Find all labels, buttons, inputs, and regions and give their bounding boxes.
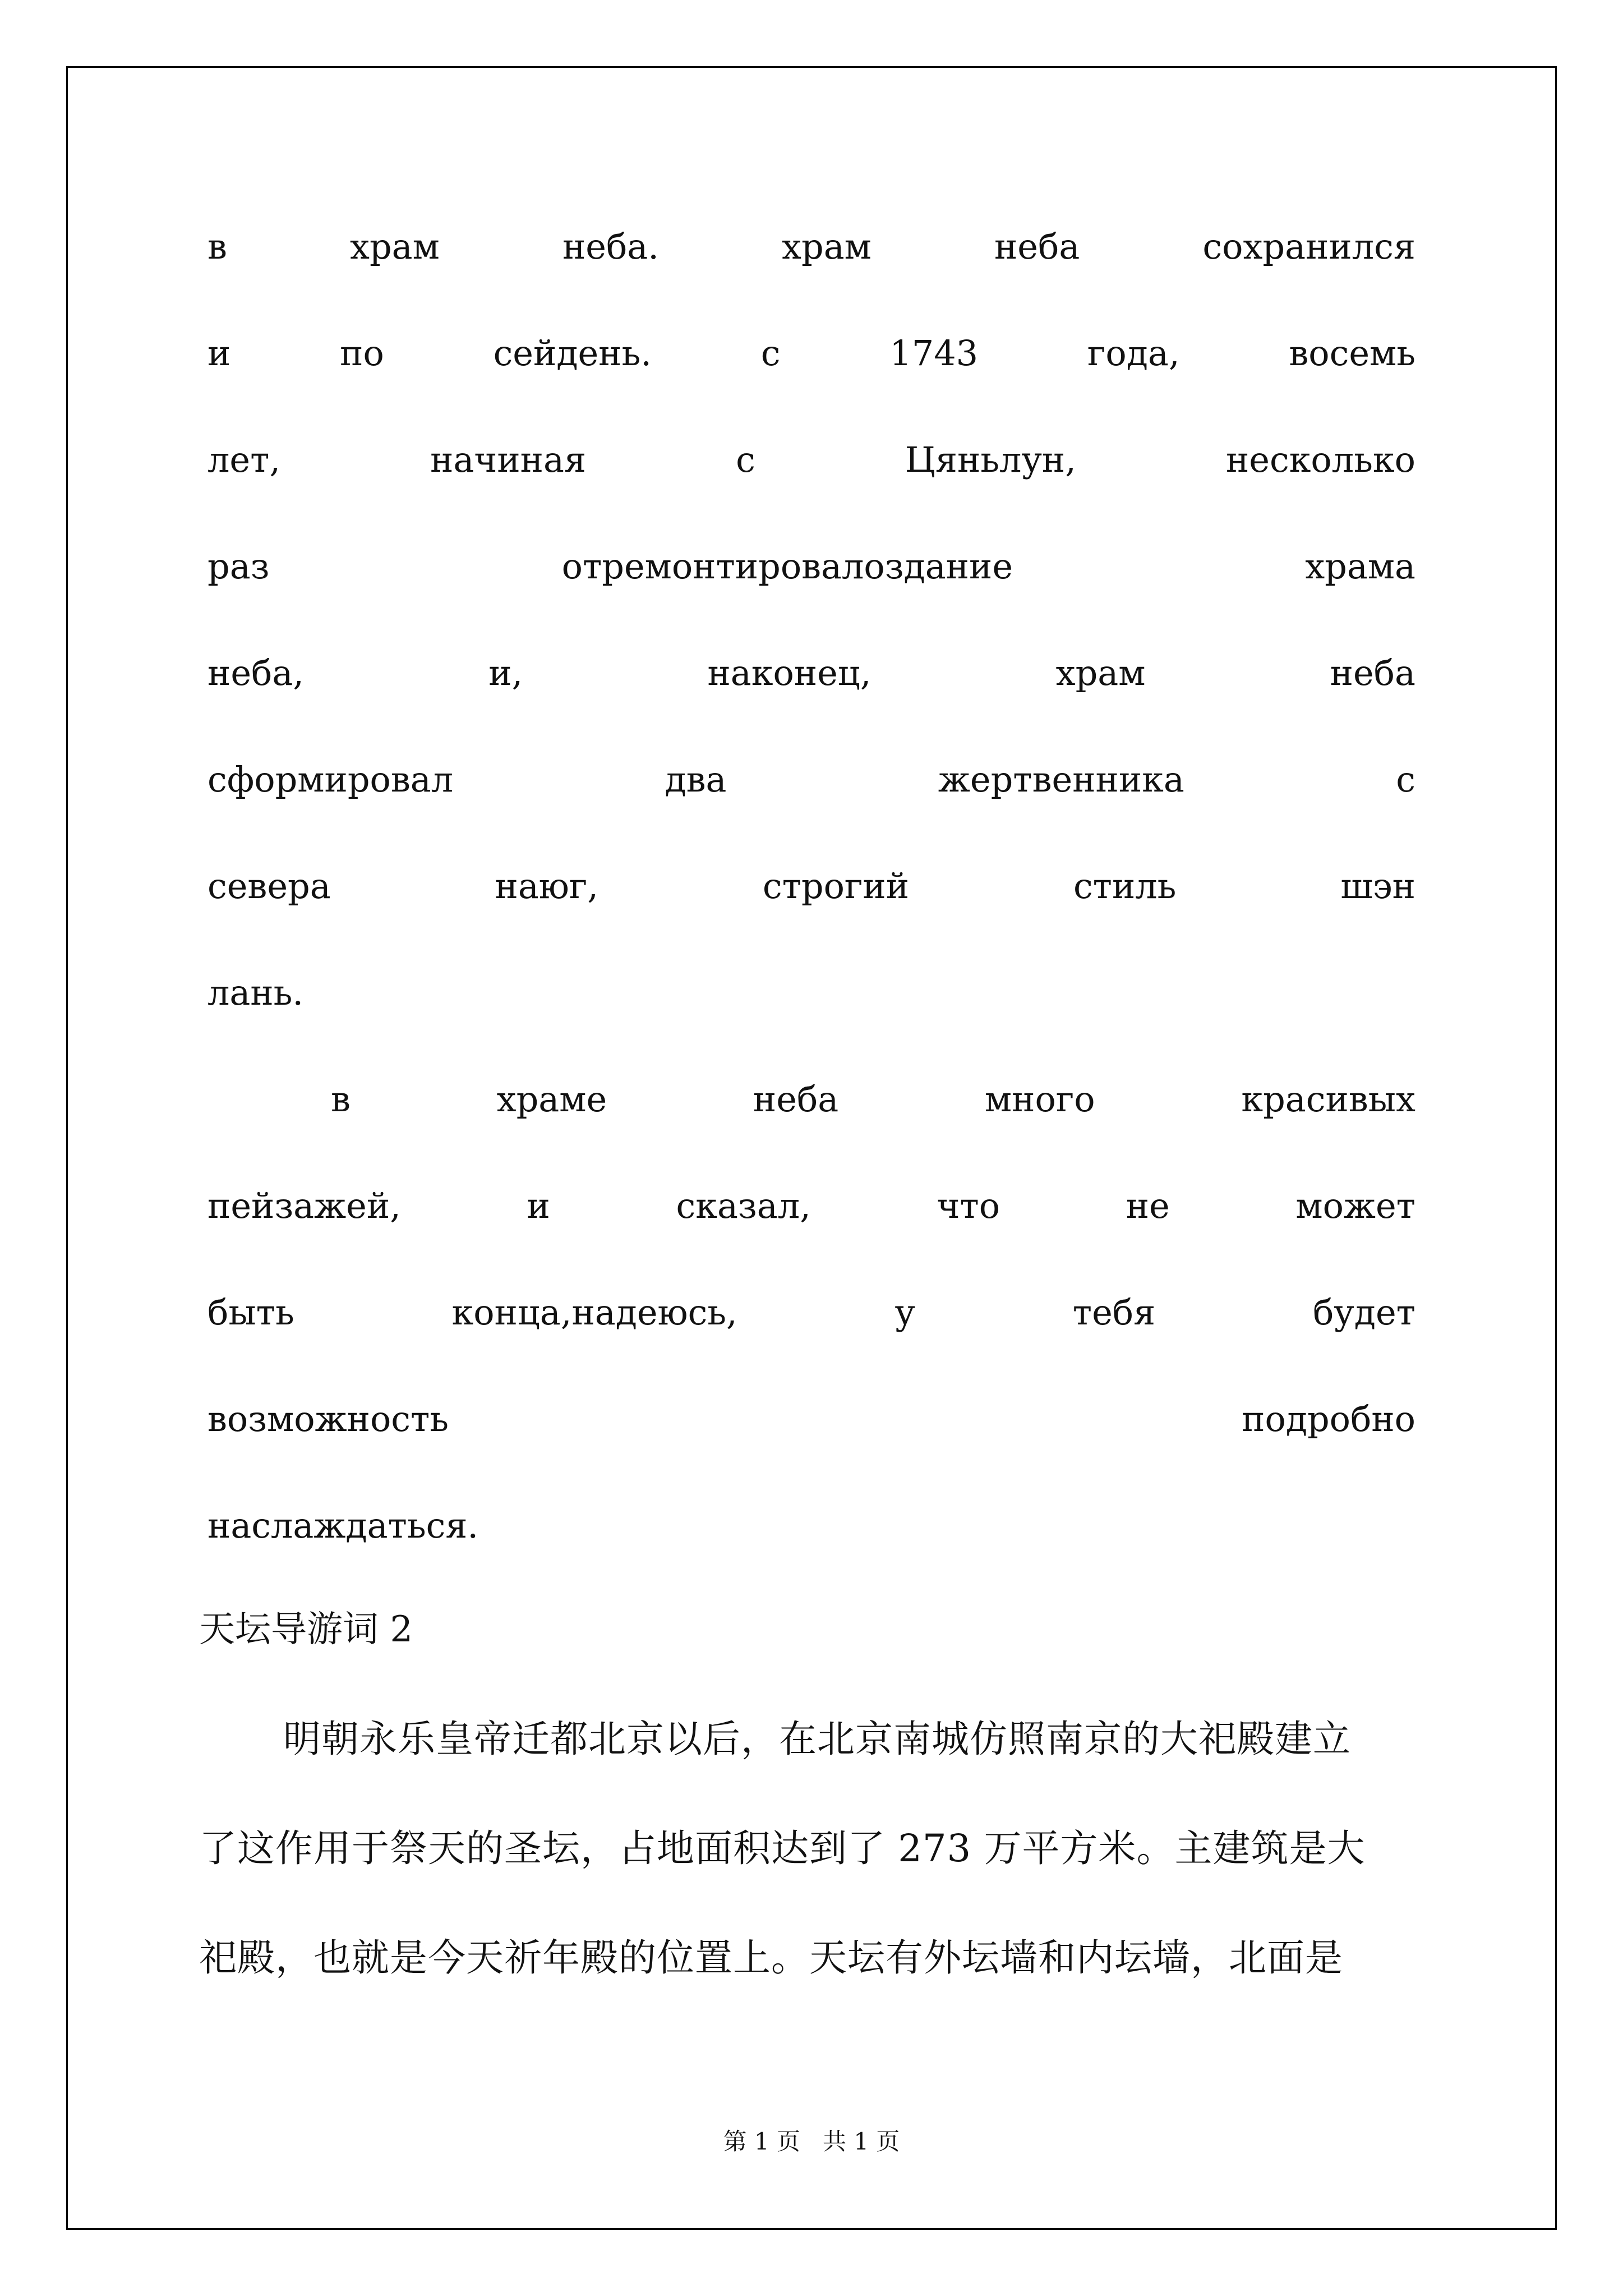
text-line bbox=[208, 864, 1415, 909]
word: в bbox=[208, 226, 227, 267]
text-line bbox=[208, 331, 1415, 376]
word: стиль bbox=[1073, 866, 1177, 907]
word: много bbox=[984, 1079, 1095, 1120]
word: красивых bbox=[1241, 1079, 1415, 1120]
word: пейзажей, bbox=[208, 1185, 401, 1226]
word: неба bbox=[994, 226, 1080, 267]
text-line bbox=[208, 1290, 1415, 1335]
page-number: 第 1 页 bbox=[723, 2128, 800, 2155]
word: храме bbox=[496, 1079, 607, 1120]
word: храм bbox=[1055, 652, 1146, 693]
word: сохранился bbox=[1202, 226, 1415, 267]
page-border bbox=[66, 66, 1557, 2230]
word: храма bbox=[1305, 546, 1415, 587]
text-line bbox=[208, 1184, 1415, 1228]
word: неба bbox=[753, 1079, 839, 1120]
word: неба bbox=[1330, 652, 1415, 693]
word: сформировал bbox=[208, 759, 454, 800]
word: будет bbox=[1312, 1292, 1415, 1333]
word: и, bbox=[488, 652, 523, 693]
word: неба, bbox=[208, 652, 305, 693]
word: наюг, bbox=[495, 866, 599, 907]
word: начиная bbox=[430, 439, 587, 480]
word: Цяньлун, bbox=[905, 439, 1076, 480]
word: раз bbox=[208, 546, 270, 587]
word: лет, bbox=[208, 439, 281, 480]
word: тебя bbox=[1072, 1292, 1156, 1333]
word: года, bbox=[1087, 333, 1180, 374]
word: в bbox=[331, 1079, 351, 1120]
word: храм bbox=[782, 226, 872, 267]
text-line bbox=[331, 1077, 1415, 1122]
word: наконец, bbox=[707, 652, 872, 693]
word: отремонтировалоздание bbox=[561, 546, 1013, 587]
text-line bbox=[208, 224, 1415, 269]
chinese-line: 明朝永乐皇帝迁都北京以后，在北京南城仿照南京的大祀殿建立 bbox=[283, 1717, 1351, 1761]
word: неба. bbox=[562, 226, 659, 267]
word: не bbox=[1126, 1185, 1170, 1226]
text-line bbox=[208, 1503, 1415, 1548]
text-line bbox=[208, 544, 1415, 589]
word: храм bbox=[350, 226, 440, 267]
word: лань. bbox=[208, 972, 304, 1013]
word: сейдень. bbox=[493, 333, 652, 374]
word: и bbox=[527, 1185, 550, 1226]
word: что bbox=[937, 1185, 1000, 1226]
word: возможность bbox=[208, 1398, 449, 1439]
word: по bbox=[340, 333, 384, 374]
word: два bbox=[665, 759, 727, 800]
page-total: 共 1 页 bbox=[823, 2128, 900, 2155]
text-line bbox=[208, 651, 1415, 696]
word: сказал, bbox=[676, 1185, 811, 1226]
word: у bbox=[895, 1292, 916, 1333]
word: с bbox=[760, 333, 781, 374]
text-line bbox=[208, 1397, 1415, 1442]
chinese-line: 祀殿，也就是今天祈年殿的位置上。天坛有外坛墙和内坛墙，北面是 bbox=[199, 1936, 1343, 1980]
text-line bbox=[208, 970, 1415, 1015]
word: может bbox=[1295, 1185, 1415, 1226]
text-line bbox=[208, 438, 1415, 482]
chinese-line: 了这作用于祭天的圣坛，占地面积达到了 273 万平方米。主建筑是大 bbox=[199, 1826, 1366, 1870]
word: и bbox=[208, 333, 231, 374]
word: с bbox=[1396, 759, 1415, 800]
word: строгий bbox=[762, 866, 910, 907]
word: с bbox=[736, 439, 755, 480]
word: шэн bbox=[1340, 866, 1415, 907]
word: восемь bbox=[1289, 333, 1415, 374]
word: конца,надеюсь, bbox=[451, 1292, 737, 1333]
word: 1743 bbox=[889, 333, 979, 374]
section-title: 天坛导游词 2 bbox=[199, 1609, 413, 1650]
word: быть bbox=[208, 1292, 294, 1333]
word: наслаждаться. bbox=[208, 1505, 479, 1546]
word: севера bbox=[208, 866, 331, 907]
word: несколько bbox=[1225, 439, 1415, 480]
page-footer bbox=[0, 2126, 1623, 2157]
word: жертвенника bbox=[938, 759, 1184, 800]
word: подробно bbox=[1242, 1398, 1415, 1439]
text-line bbox=[208, 757, 1415, 802]
